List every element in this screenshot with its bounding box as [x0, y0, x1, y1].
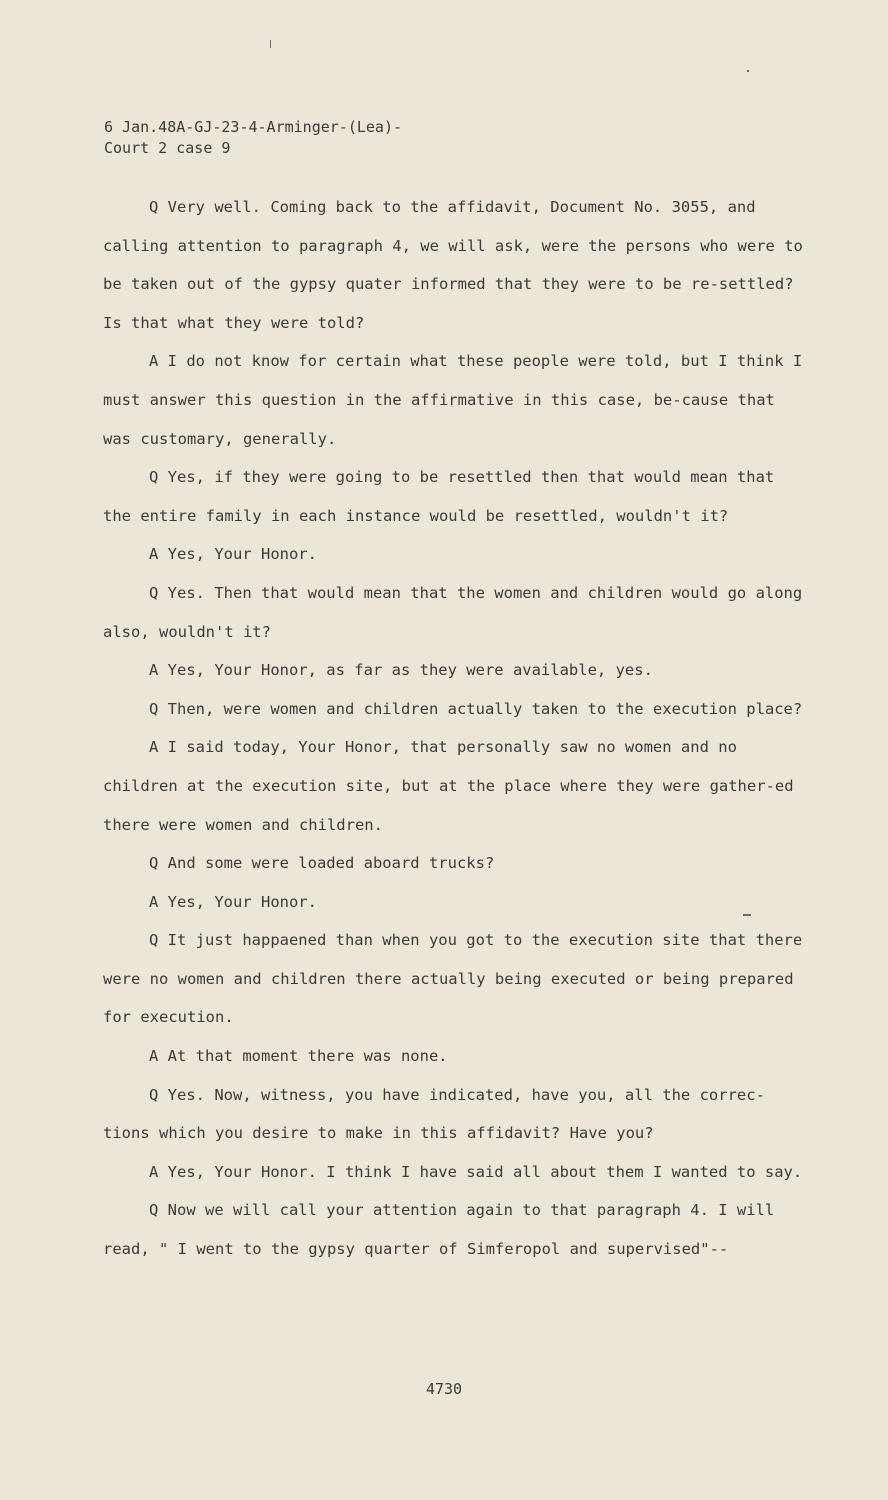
header-line-1: 6 Jan.48A-GJ-23-4-Arminger-(Lea)- [104, 118, 403, 136]
transcript-paragraph: A Yes, Your Honor. [149, 892, 317, 911]
transcript-paragraph: Q And some were loaded aboard trucks? [149, 854, 495, 873]
page-number: 4730 [425, 1380, 463, 1398]
transcript-paragraph: A Yes, Your Honor. I think I have said all about them I wanted to say. [149, 1162, 803, 1181]
transcript-paragraph: Q Now we will call your attention again to that paragraph 4. I will read, " I went to the gypsy quarter of Simferopol and supervised"-- [103, 1201, 775, 1259]
transcript-paragraph: Q Then, were women and children actually taken to the execution place? [149, 699, 803, 718]
transcript-paragraph: Q Yes. Now, witness, you have indicated, have you, all the correc-tions which you desire to make in this affidavit? Have you? [103, 1085, 765, 1143]
transcript-paragraph: A I do not know for certain what these people were told, but I think I must answer this question in the affirmative in this case, be-cause that was customary, generally. [103, 352, 803, 448]
transcript-paragraph: A I said today, Your Honor, that personally saw no women and no children at the execution site, but at the place where they were gather-ed there were women and children. [103, 738, 794, 834]
transcript-body [103, 188, 803, 1269]
stray-mark [747, 70, 749, 72]
transcript-paragraph: Q Yes, if they were going to be resettled then that would mean that the entire family in each instance would be resettled, wouldn't it? [103, 468, 775, 525]
transcript-paragraph: A At that moment there was none. [149, 1047, 448, 1066]
header-line-2: Court 2 case 9 [104, 139, 231, 157]
stray-mark [270, 40, 271, 48]
transcript-paragraph: Q Very well. Coming back to the affidavit, Document No. 3055, and calling attention to paragraph 4, we will ask, were the persons who were to be taken out of the gypsy quater informed that they were to be re-settled? Is that what they were told? [103, 198, 803, 332]
transcript-paragraph: A Yes, Your Honor, as far as they were available, yes. [149, 661, 653, 680]
document-header [104, 117, 402, 159]
transcript-paragraph: Q Yes. Then that would mean that the women and children would go along also, wouldn't it? [103, 583, 803, 641]
transcript-paragraph: Q It just happaened than when you got to the execution site that there were no women and children there actually being executed or being prepared for execution. [103, 931, 803, 1027]
transcript-paragraph: A Yes, Your Honor. [149, 545, 317, 564]
